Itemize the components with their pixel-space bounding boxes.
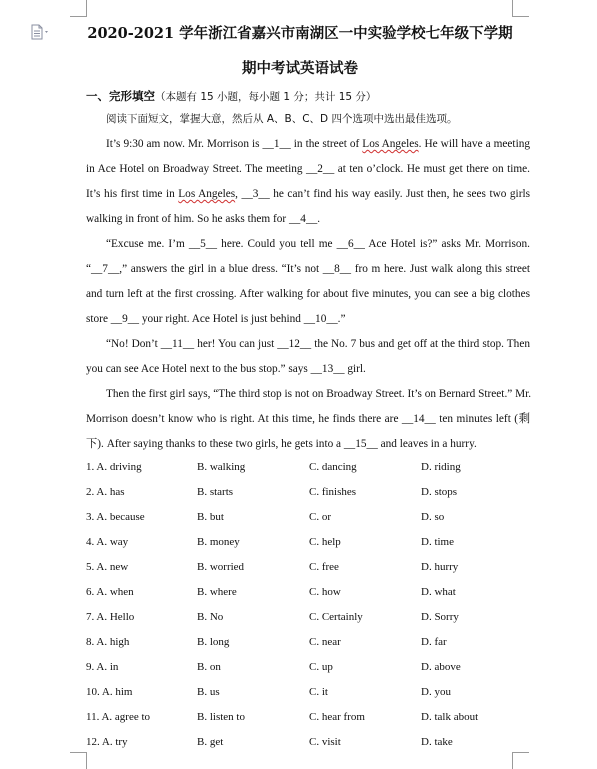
passage-line: “No! Don’t __11__ her! You can just __12__ the No. 7 bus and get off at the third stop. Then — [106, 338, 530, 350]
passage-line: store __9__ your right. Ace Hotel is just behind __10__.” — [86, 313, 346, 325]
option-b: B. No — [197, 611, 224, 623]
option-c: C. help — [309, 536, 341, 548]
passage-line: walking in front of him. So he asks them for __4__. — [86, 213, 321, 225]
instruction-text: 阅读下面短文，掌握大意，然后从 A、B、C、D 四个选项中选出最佳选项。 — [106, 113, 458, 125]
margin-mark-bottom-left — [70, 752, 87, 769]
question-row — [86, 711, 530, 727]
option-b: B. long — [197, 636, 230, 648]
option-d: D. what — [421, 586, 456, 598]
option-a: 10. A. him — [86, 686, 133, 698]
question-row — [86, 486, 530, 502]
option-c: C. free — [309, 561, 339, 573]
passage-line: It’s his first time in Los Angeles, __3__ he can’t find his way easily. Just then, he sees two girls — [86, 188, 530, 200]
question-row — [86, 611, 530, 627]
option-a: 8. A. high — [86, 636, 130, 648]
passage-line: Then the first girl says, “The third stop is not on Broadway Street. It’s on Bernard Street.” Mr. — [106, 388, 532, 400]
passage-line: Morrison doesn’t know who is right. At this time, he finds there are __14__ ten minutes left (剩 — [86, 413, 530, 425]
passage-line: you can see Ace Hotel next to the bus stop.” says __13__ girl. — [86, 363, 366, 375]
option-b: B. on — [197, 661, 221, 673]
option-c: C. it — [309, 686, 328, 698]
question-row — [86, 536, 530, 552]
option-d: D. hurry — [421, 561, 459, 573]
option-a: 5. A. new — [86, 561, 129, 573]
document-options-icon[interactable] — [30, 24, 52, 40]
question-row — [86, 561, 530, 577]
option-d: D. Sorry — [421, 611, 459, 623]
margin-mark-top-left — [70, 0, 87, 17]
option-c: C. finishes — [309, 486, 357, 498]
passage-line: It’s 9:30 am now. Mr. Morrison is __1__ in the street of Los Angeles. He will have a meeting — [106, 138, 531, 150]
passage-line: “__7__,” answers the girl in a blue dress. “It’s not __8__ fro m here. Just walk along this street — [86, 263, 530, 275]
option-d: D. you — [421, 686, 451, 698]
option-b: B. walking — [197, 461, 246, 473]
option-d: D. stops — [421, 486, 458, 498]
option-d: D. take — [421, 736, 453, 748]
option-c: C. up — [309, 661, 333, 673]
option-b: B. but — [197, 511, 224, 523]
option-b: B. starts — [197, 486, 234, 498]
option-d: D. time — [421, 536, 454, 548]
option-b: B. get — [197, 736, 224, 748]
option-a: 12. A. try — [86, 736, 128, 748]
question-row — [86, 636, 530, 652]
option-a: 7. A. Hello — [86, 611, 135, 623]
section-heading-note: （本题有 15 小题，每小题 1 分；共计 15 分） — [155, 91, 377, 103]
option-a: 1. A. driving — [86, 461, 142, 473]
option-a: 3. A. because — [86, 511, 145, 523]
document-title-line-1: 2020-2021 学年浙江省嘉兴市南湖区一中实验学校七年级下学期 — [87, 25, 513, 42]
passage-line: 下). After saying thanks to these two girls, he gets into a __15__ and leaves in a hurry. — [86, 438, 477, 450]
option-d: D. far — [421, 636, 447, 648]
question-row — [86, 461, 530, 477]
margin-mark-top-right — [512, 0, 529, 17]
option-a: 4. A. way — [86, 536, 129, 548]
option-c: C. or — [309, 511, 331, 523]
option-b: B. worried — [197, 561, 245, 573]
option-c: C. how — [309, 586, 341, 598]
option-c: C. dancing — [309, 461, 357, 473]
document-title-line-2: 期中考试英语试卷 — [242, 60, 358, 77]
margin-mark-bottom-right — [512, 752, 529, 769]
question-row — [86, 511, 530, 527]
option-d: D. so — [421, 511, 445, 523]
option-b: B. listen to — [197, 711, 245, 723]
option-a: 6. A. when — [86, 586, 134, 598]
option-b: B. us — [197, 686, 220, 698]
option-d: D. riding — [421, 461, 461, 473]
option-d: D. above — [421, 661, 461, 673]
option-d: D. talk about — [421, 711, 479, 723]
question-row — [86, 686, 530, 702]
passage-line: and turn left at the first crossing. After walking for about five minutes, you can see a big clothes — [86, 288, 530, 300]
section-heading — [86, 88, 376, 104]
option-c: C. visit — [309, 736, 341, 748]
passage-line: “Excuse me. I’m __5__ here. Could you tell me __6__ Ace Hotel is?” asks Mr. Morrison. — [106, 238, 530, 250]
option-c: C. Certainly — [309, 611, 363, 623]
option-c: C. hear from — [309, 711, 365, 723]
option-a: 11. A. agree to — [86, 711, 151, 723]
question-row — [86, 736, 530, 752]
section-heading-label: 一、完形填空 — [86, 89, 155, 103]
option-a: 2. A. has — [86, 486, 125, 498]
passage-line: in Ace Hotel on Broadway Street. The meeting __2__ at ten o’clock. He must get there on time. — [86, 163, 530, 175]
question-row — [86, 661, 530, 677]
option-a: 9. A. in — [86, 661, 119, 673]
option-b: B. where — [197, 586, 237, 598]
question-row — [86, 586, 530, 602]
option-b: B. money — [197, 536, 240, 548]
option-c: C. near — [309, 636, 341, 648]
